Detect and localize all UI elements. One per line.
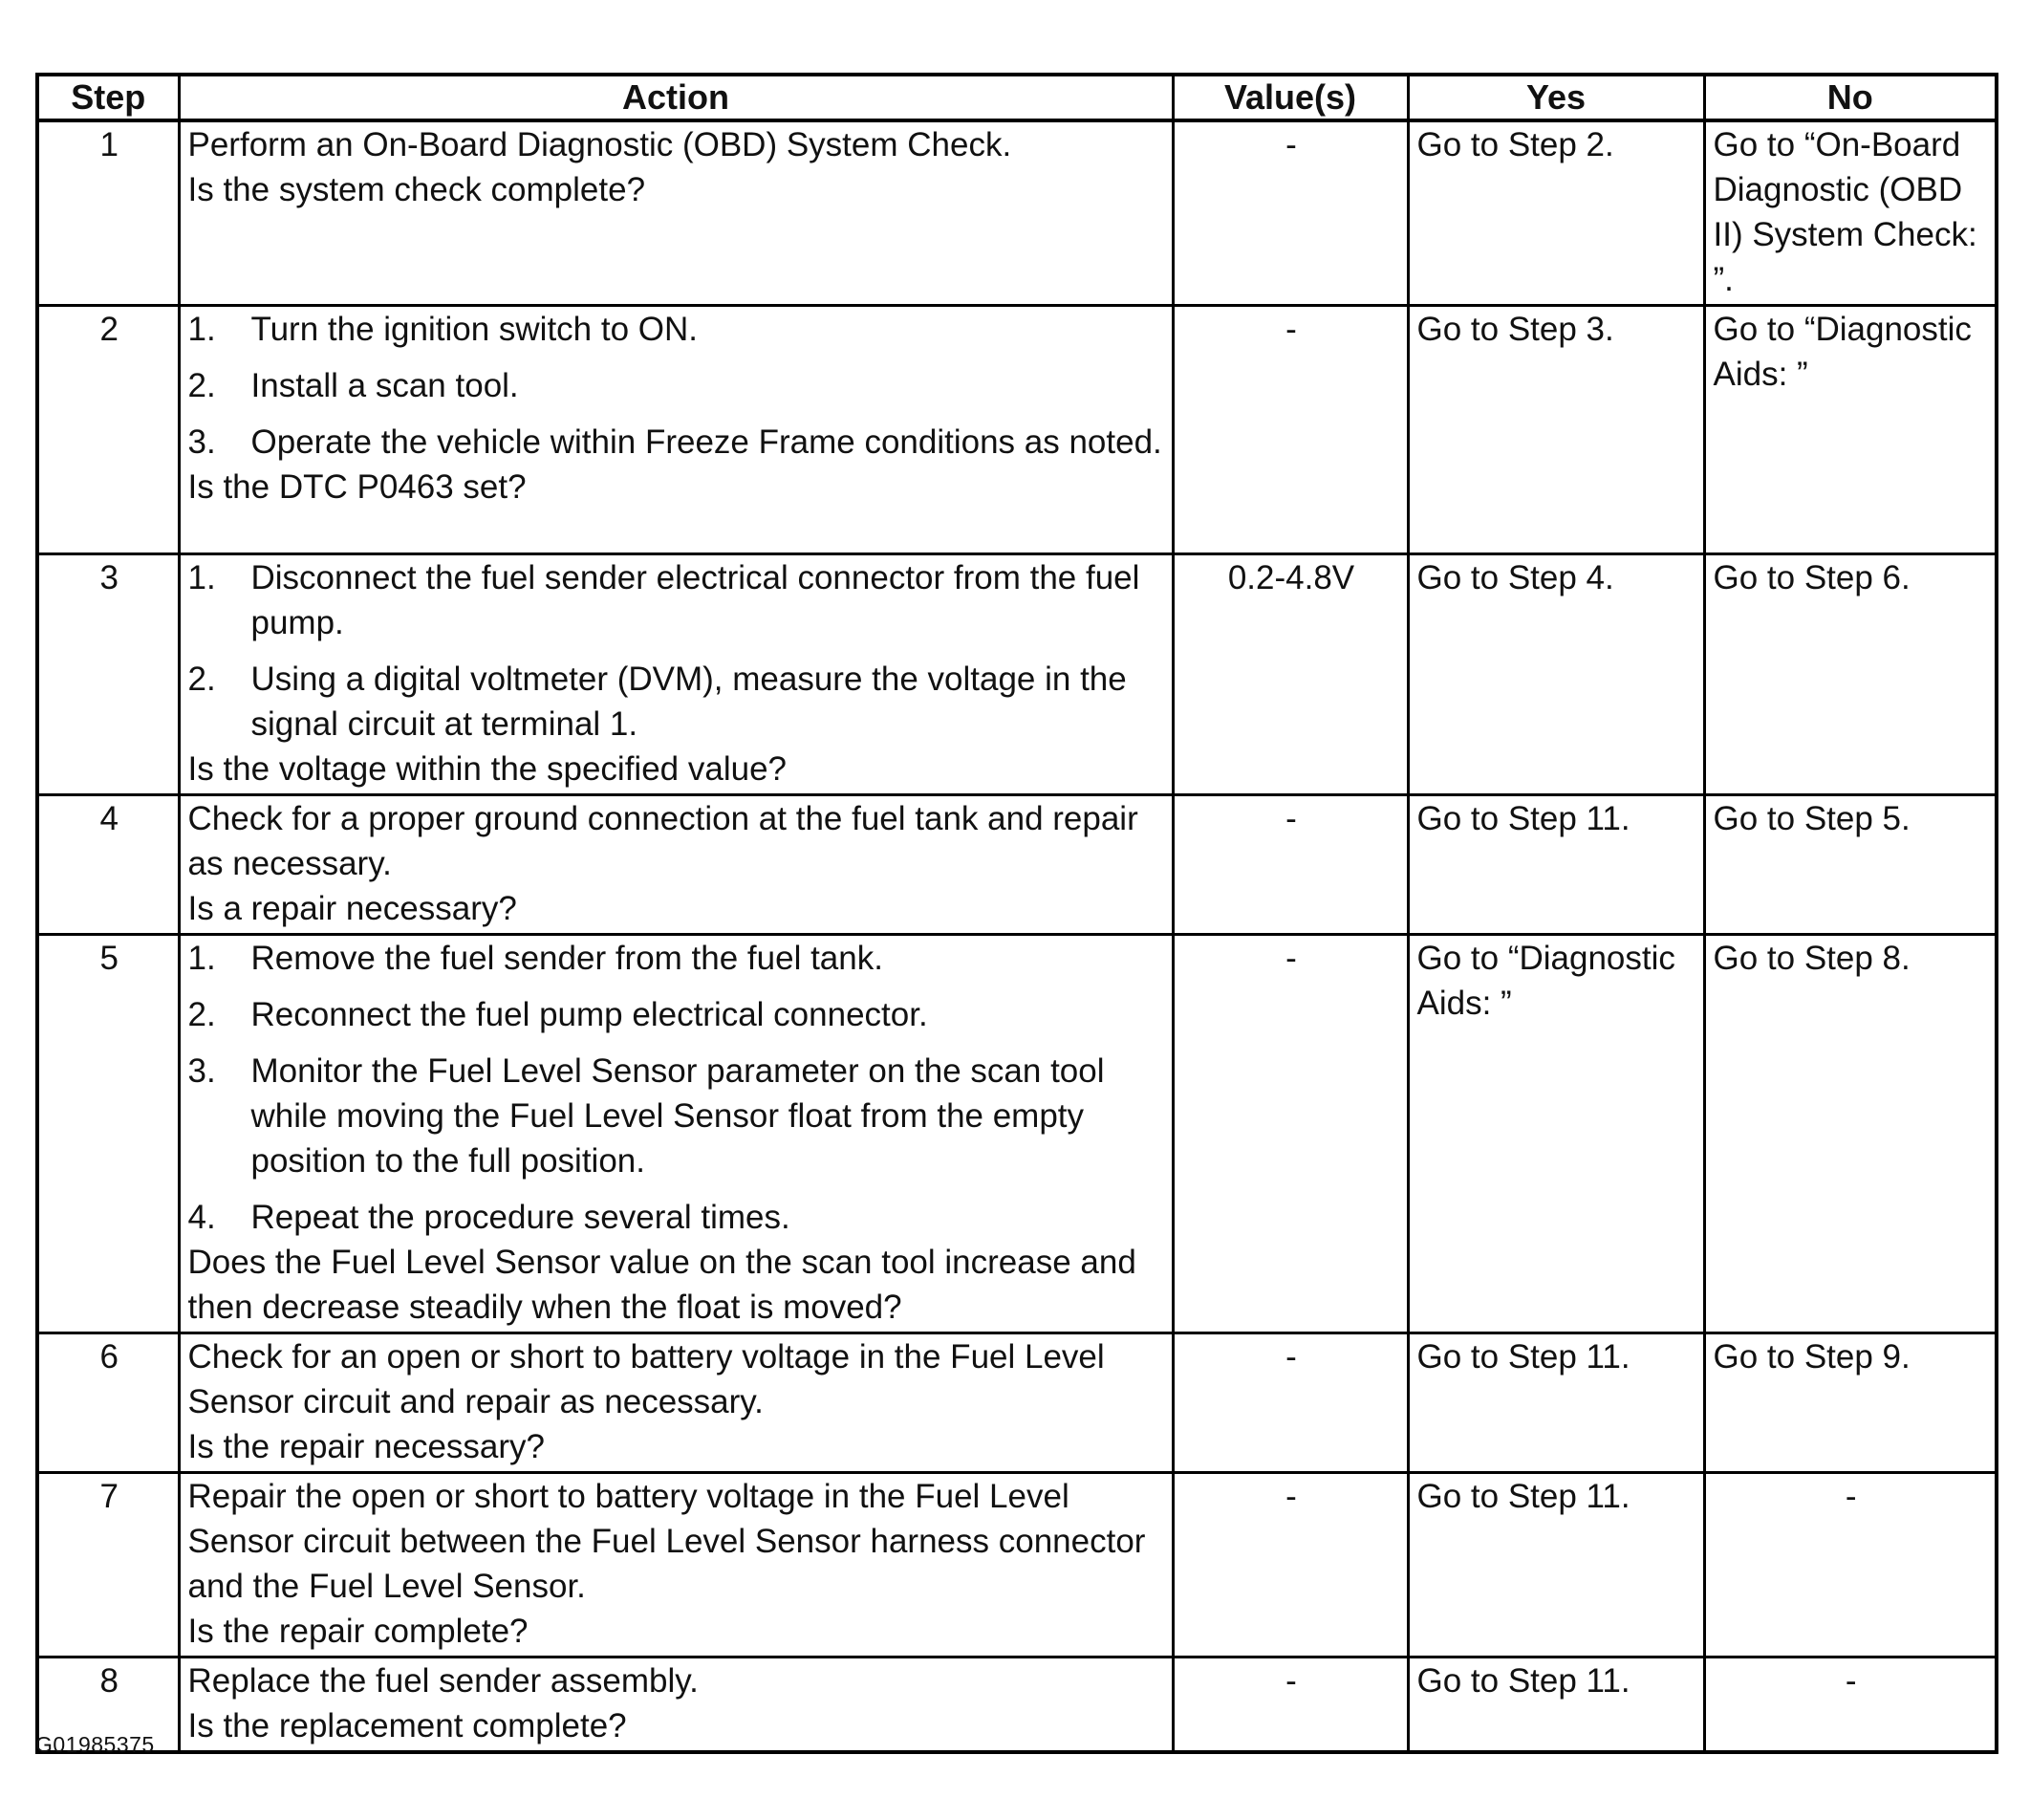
table-row (37, 120, 1997, 306)
instruction-number: 1. (187, 940, 216, 977)
numbered-instruction (188, 420, 1166, 465)
table-body (37, 120, 1997, 1752)
numbered-instruction (188, 936, 1166, 981)
no-cell: Go to “On-Board Diagnostic (OBD II) System Check: ”. (1704, 120, 1997, 306)
table-row (37, 795, 1997, 935)
step-number: 7 (37, 1473, 179, 1658)
value-cell: 0.2-4.8V (1173, 554, 1408, 795)
value-cell: - (1173, 795, 1408, 935)
action-text: Perform an On-Board Diagnostic (OBD) System Check. (187, 126, 1012, 163)
no-cell: Go to Step 8. (1704, 935, 1997, 1333)
action-cell (179, 1333, 1173, 1473)
table-row (37, 1658, 1997, 1753)
no-cell: Go to Step 9. (1704, 1333, 1997, 1473)
action-text: Repair the open or short to battery voltage in the Fuel Level Sensor circuit between the Fuel Level Sensor harness connector and the Fuel Level Sensor. (187, 1478, 1146, 1605)
step-number: 2 (37, 306, 179, 554)
instruction-text: Operate the vehicle within Freeze Frame conditions as noted. (250, 423, 1162, 461)
instruction-number: 1. (187, 311, 216, 348)
numbered-instruction (188, 657, 1166, 747)
question-text: Is the voltage within the specified value? (187, 750, 787, 788)
instruction-text: Using a digital voltmeter (DVM), measure the voltage in the signal circuit at terminal 1. (250, 661, 1127, 743)
question-text: Is the repair necessary? (187, 1428, 546, 1465)
instruction-number: 2. (187, 661, 216, 698)
value-cell: - (1173, 1333, 1408, 1473)
instruction-number: 2. (187, 367, 216, 404)
table-row (37, 935, 1997, 1333)
action-cell (179, 1658, 1173, 1753)
numbered-instruction (188, 1195, 1166, 1240)
value-cell: - (1173, 1473, 1408, 1658)
action-text: Check for an open or short to battery voltage in the Fuel Level Sensor circuit and repair as necessary. (187, 1338, 1105, 1420)
diagnostic-table (35, 73, 1998, 1754)
numbered-instruction (188, 1049, 1166, 1183)
table-row (37, 306, 1997, 554)
value-cell: - (1173, 935, 1408, 1333)
question-text: Is the replacement complete? (187, 1707, 627, 1744)
no-cell: Go to Step 6. (1704, 554, 1997, 795)
table-row (37, 1473, 1997, 1658)
question-text: Is the system check complete? (187, 171, 646, 208)
yes-cell: Go to Step 4. (1408, 554, 1704, 795)
instruction-text: Install a scan tool. (250, 367, 519, 404)
header-values: Value(s) (1173, 75, 1408, 120)
table-row (37, 554, 1997, 795)
yes-cell: Go to Step 11. (1408, 1473, 1704, 1658)
instruction-text: Turn the ignition switch to ON. (250, 311, 699, 348)
question-text: Is the repair complete? (187, 1613, 529, 1650)
instruction-number: 3. (187, 423, 216, 461)
question-text: Is the DTC P0463 set? (187, 468, 527, 506)
no-cell: Go to Step 5. (1704, 795, 1997, 935)
instruction-number: 2. (187, 996, 216, 1033)
action-cell (179, 554, 1173, 795)
numbered-instruction (188, 307, 1166, 352)
step-number: 8 (37, 1658, 179, 1753)
instruction-number: 1. (187, 559, 216, 596)
instruction-text: Repeat the procedure several times. (250, 1199, 790, 1236)
action-cell (179, 306, 1173, 554)
header-no: No (1704, 75, 1997, 120)
yes-cell: Go to Step 11. (1408, 1333, 1704, 1473)
question-text: Does the Fuel Level Sensor value on the scan tool increase and then decrease steadily when the float is moved? (187, 1244, 1136, 1326)
action-cell (179, 795, 1173, 935)
value-cell: - (1173, 120, 1408, 306)
value-cell: - (1173, 306, 1408, 554)
step-number: 5 (37, 935, 179, 1333)
action-cell (179, 1473, 1173, 1658)
instruction-text: Reconnect the fuel pump electrical connector. (250, 996, 928, 1033)
numbered-instruction (188, 555, 1166, 645)
yes-cell: Go to Step 11. (1408, 1658, 1704, 1753)
yes-cell: Go to Step 3. (1408, 306, 1704, 554)
step-number: 4 (37, 795, 179, 935)
action-cell (179, 120, 1173, 306)
instruction-number: 3. (187, 1052, 216, 1090)
step-number: 3 (37, 554, 179, 795)
action-cell (179, 935, 1173, 1333)
yes-cell: Go to Step 11. (1408, 795, 1704, 935)
table-row (37, 1333, 1997, 1473)
instruction-number: 4. (187, 1199, 216, 1236)
step-number: 1 (37, 120, 179, 306)
yes-cell: Go to “Diagnostic Aids: ” (1408, 935, 1704, 1333)
question-text: Is a repair necessary? (187, 890, 517, 927)
header-action: Action (179, 75, 1173, 120)
no-cell: - (1704, 1473, 1997, 1658)
figure-id: G01985375 (35, 1732, 155, 1757)
action-text: Check for a proper ground connection at the fuel tank and repair as necessary. (187, 800, 1138, 882)
action-text: Replace the fuel sender assembly. (187, 1662, 699, 1700)
numbered-instruction (188, 992, 1166, 1037)
no-cell: Go to “Diagnostic Aids: ” (1704, 306, 1997, 554)
value-cell: - (1173, 1658, 1408, 1753)
step-number: 6 (37, 1333, 179, 1473)
instruction-text: Monitor the Fuel Level Sensor parameter on the scan tool while moving the Fuel Level Sensor float from the empty position to the full position. (250, 1052, 1105, 1180)
instruction-text: Remove the fuel sender from the fuel tank. (250, 940, 883, 977)
header-step: Step (37, 75, 179, 120)
header-yes: Yes (1408, 75, 1704, 120)
numbered-instruction (188, 363, 1166, 408)
yes-cell: Go to Step 2. (1408, 120, 1704, 306)
no-cell: - (1704, 1658, 1997, 1753)
instruction-text: Disconnect the fuel sender electrical connector from the fuel pump. (250, 559, 1140, 641)
table-header-row (37, 75, 1997, 120)
